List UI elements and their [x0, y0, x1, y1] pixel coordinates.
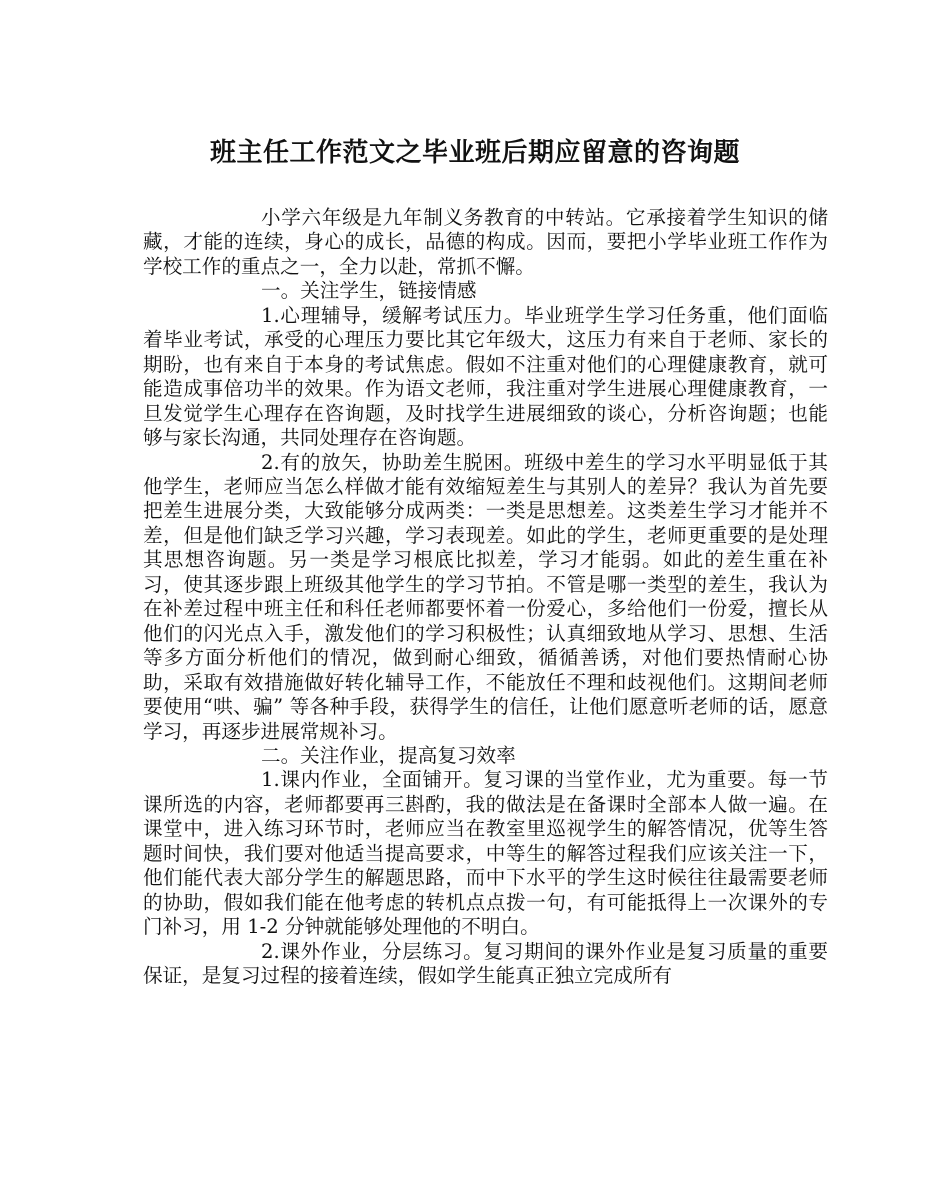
- section-heading-1: 一。关注学生，链接情感: [261, 279, 477, 303]
- paragraph-in-class-homework: 1.课内作业，全面铺开。复习课的当堂作业，尤为重要。每一节课所选的内容，老师都要再三斟酌，我的做法是在备课时全部本人做一遍。在课堂中，进入练习环节时，老师应当在教室里巡视学生的解答情况，优等生答题时间快，我们要对他适当提高要求，中等生的解答过程我们应该关注一下，他们能代表大部分学生的解题思路，而中下水平的学生这时候往往最需要老师的协助，假如我们能在他考虑的转机点点拨一句，有可能抵得上一次课外的专门补习，用 1-2 分钟就能够处理他的不明白。: [143, 768, 828, 939]
- document-body: [143, 206, 828, 989]
- paragraph-psych-counseling: 1.心理辅导，缓解考试压力。毕业班学生学习任务重，他们面临着毕业考试，承受的心理压力要比其它年级大，这压力有来自于老师、家长的期盼，也有来自于本身的考试焦虑。假如不注重对他们的心理健康教育，就可能造成事倍功半的效果。作为语文老师，我注重对学生进展心理健康教育，一旦发觉学生心理存在咨询题，及时找学生进展细致的谈心，分析咨询题；也能够与家长沟通，共同处理存在咨询题。: [143, 303, 828, 450]
- paragraph-intro: 小学六年级是九年制义务教育的中转站。它承接着学生知识的储藏，才能的连续，身心的成长，品德的构成。因而，要把小学毕业班工作作为学校工作的重点之一，全力以赴，常抓不懈。: [143, 206, 828, 278]
- paragraph-after-class-homework: 2.课外作业，分层练习。复习期间的课外作业是复习质量的重要保证，是复习过程的接着连续，假如学生能真正独立完成所有: [143, 939, 828, 988]
- section-heading-2: 二。关注作业，提高复习效率: [261, 743, 516, 767]
- paragraph-help-weak-students: 2.有的放矢，协助差生脱困。班级中差生的学习水平明显低于其他学生，老师应当怎么样做才能有效缩短差生与其别人的差异？我认为首先要把差生进展分类，大致能够分成两类：一类是思想差。这类差生学习才能并不差，但是他们缺乏学习兴趣，学习表现差。如此的学生，老师更重要的是处理其思想咨询题。另一类是学习根底比拟差，学习才能弱。如此的差生重在补习，使其逐步跟上班级其他学生的学习节拍。不管是哪一类型的差生，我认为在补差过程中班主任和科任老师都要怀着一份爱心，多给他们一份爱，擅长从他们的闪光点入手，激发他们的学习积极性；认真细致地从学习、思想、生活等多方面分析他们的情况，做到耐心细致，循循善诱，对他们要热情耐心协助，采取有效措施做好转化辅导工作，不能放任不理和歧视他们。这期间老师要使用“哄、骗” 等各种手段，获得学生的信任，让他们愿意听老师的话，愿意学习，再逐步进展常规补习。: [143, 450, 828, 743]
- document-title: 班主任工作范文之毕业班后期应留意的咨询题: [209, 138, 740, 168]
